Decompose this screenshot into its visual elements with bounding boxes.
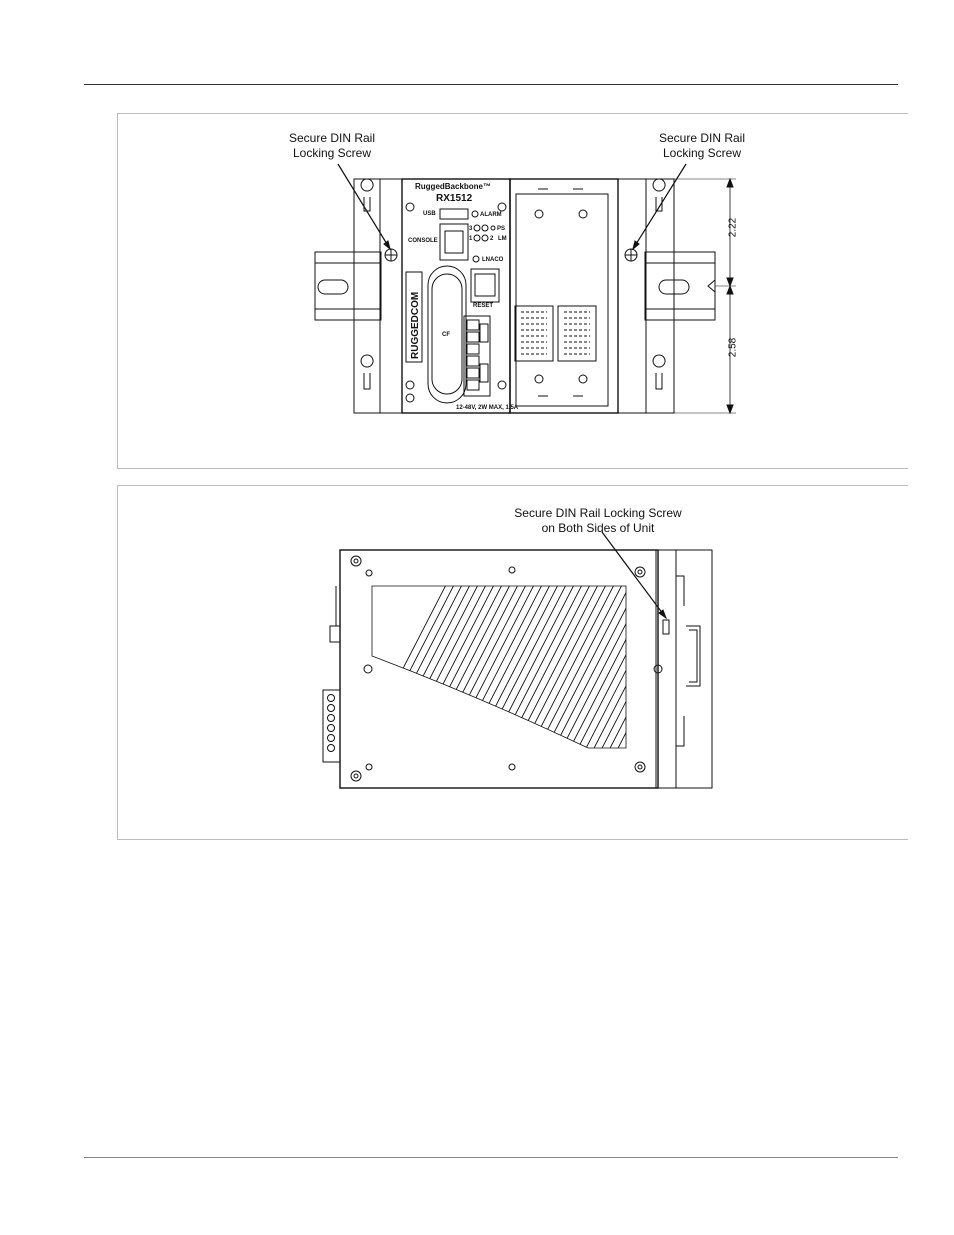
connector-a xyxy=(515,306,553,361)
label-led3: 3 xyxy=(469,226,473,232)
hatch-line xyxy=(710,581,800,756)
hatch-line xyxy=(766,581,856,756)
header-rule xyxy=(84,84,898,85)
callout-left-line1: Secure DIN Rail xyxy=(288,131,376,145)
locking-screw-side xyxy=(663,620,669,634)
callout-right-line2: Locking Screw xyxy=(662,146,742,160)
footer-rule xyxy=(84,1157,898,1158)
hatch-line xyxy=(806,581,896,756)
hatch-line xyxy=(630,581,720,756)
figure-side-view xyxy=(117,485,908,840)
hatch-line xyxy=(718,581,808,756)
hatch-line xyxy=(782,581,872,756)
hatch-line xyxy=(694,581,784,756)
label-console: CONSOLE xyxy=(408,238,438,244)
dimension-lower: 2.58 xyxy=(727,337,739,358)
label-lnaco: LNACO xyxy=(482,257,504,263)
hatch-line xyxy=(622,581,712,756)
bracket-right xyxy=(618,179,646,413)
label-reset: RESET xyxy=(473,303,494,309)
label-led1: 1 xyxy=(469,236,473,242)
usb-port xyxy=(440,209,468,219)
hatch-line xyxy=(678,581,768,756)
hatch-line xyxy=(830,581,920,756)
device-brand: RuggedBackbone™ xyxy=(415,182,492,191)
hatch-line xyxy=(646,581,736,756)
callout-left-leader xyxy=(338,164,390,249)
module-slot-panel xyxy=(510,179,618,413)
callout-left-line2: Locking Screw xyxy=(292,146,372,160)
hatch-line xyxy=(654,581,744,756)
callout-side-line1: Secure DIN Rail Locking Screw xyxy=(514,506,682,520)
side-view-drawing xyxy=(118,486,908,839)
vent-hatching xyxy=(358,581,920,756)
hatch-line xyxy=(742,581,832,756)
device-logo: RUGGEDCOM xyxy=(410,291,421,359)
hatch-line xyxy=(614,581,704,756)
hatch-line xyxy=(814,581,904,756)
hatch-line xyxy=(774,581,864,756)
hatch-line xyxy=(702,581,792,756)
bracket-left xyxy=(354,179,380,413)
hatch-line xyxy=(798,581,888,756)
hatch-line xyxy=(750,581,840,756)
hatch-line xyxy=(822,581,912,756)
hatch-line xyxy=(758,581,848,756)
din-rail-right xyxy=(645,252,715,320)
hatch-line xyxy=(734,581,824,756)
device-model: RX1512 xyxy=(436,193,473,204)
hatch-line xyxy=(726,581,816,756)
label-ps: PS xyxy=(497,226,506,232)
label-cf: CF xyxy=(442,332,450,338)
callout-right-leader xyxy=(633,164,686,249)
front-view-drawing xyxy=(118,114,908,468)
label-usb: USB xyxy=(423,211,436,217)
hatch-line xyxy=(638,581,728,756)
label-rating: 12-48V, 2W MAX, 1.5A xyxy=(456,405,519,411)
console-port xyxy=(440,224,468,260)
label-led2: 2 xyxy=(490,236,494,242)
label-alarm: ALARM xyxy=(480,212,502,218)
label-lm: LM xyxy=(498,236,507,242)
callout-side-line2: on Both Sides of Unit xyxy=(541,521,655,535)
figure-front-view xyxy=(117,113,908,469)
callout-right-line1: Secure DIN Rail xyxy=(658,131,746,145)
alarm-led xyxy=(472,211,478,217)
connector-b xyxy=(558,306,596,361)
dimension-upper: 2.22 xyxy=(727,217,739,238)
din-clip xyxy=(686,626,700,686)
hatch-line xyxy=(790,581,880,756)
